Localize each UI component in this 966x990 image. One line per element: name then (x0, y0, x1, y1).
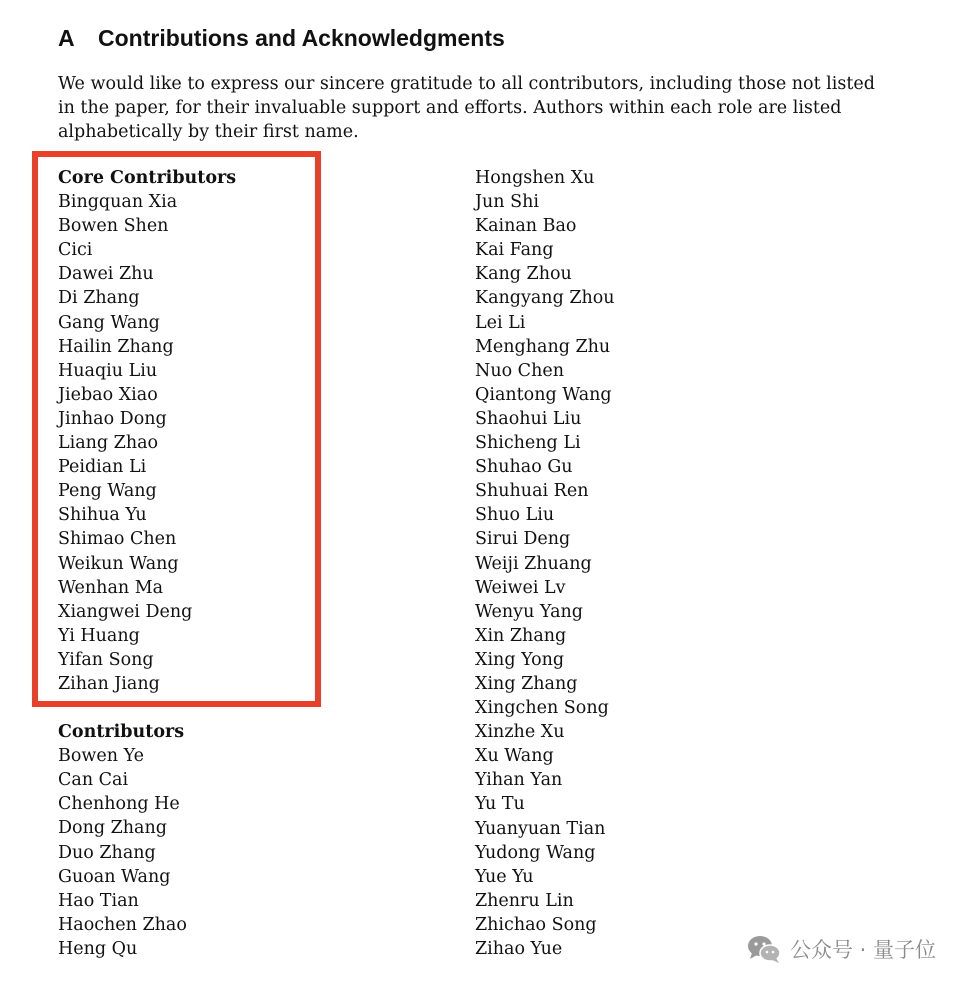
author-name: Jiebao Xiao (58, 384, 158, 405)
section-heading (58, 22, 505, 54)
author-name: Liang Zhao (58, 433, 159, 454)
watermark (746, 934, 936, 964)
author-name: Xingchen Song (475, 698, 609, 719)
right-column (475, 166, 875, 961)
author-name: Xiangwei Deng (58, 601, 193, 622)
author-name: Weikun Wang (58, 553, 179, 574)
author-name: Kainan Bao (475, 216, 577, 237)
author-name: Di Zhang (58, 288, 140, 309)
author-name: Hailin Zhang (58, 336, 174, 357)
author-name: Zhichao Song (475, 914, 597, 935)
author-name: Xing Zhang (475, 673, 578, 694)
author-name: Xin Zhang (475, 625, 567, 646)
author-name: Wenyu Yang (475, 601, 584, 622)
author-name: Chenhong He (58, 794, 180, 815)
contributors-heading: Contributors (58, 722, 185, 743)
author-name: Kai Fang (475, 240, 554, 261)
author-name: Kangyang Zhou (475, 288, 615, 309)
author-name: Haochen Zhao (58, 914, 187, 935)
author-name: Hongshen Xu (475, 168, 595, 188)
core-contributors-heading: Core Contributors (58, 168, 237, 188)
author-name: Shihua Yu (58, 505, 147, 526)
author-name: Bowen Ye (58, 746, 144, 767)
author-name: Hao Tian (58, 890, 139, 911)
author-name: Bingquan Xia (58, 192, 178, 213)
intro-paragraph: We would like to express our sincere gratitude to all contributors, including those not listed in the paper, for their invaluable support and efforts. Authors within each role are listed alphabetically by their first name. (58, 74, 875, 142)
author-name: Sirui Deng (475, 529, 571, 550)
watermark-text: 公众号 · 量子位 (789, 938, 936, 962)
author-name: Xing Yong (475, 649, 565, 670)
author-name: Bowen Shen (58, 216, 169, 237)
contributors-continued-list (475, 166, 875, 961)
author-name: Yi Huang (58, 625, 140, 646)
author-name: Shuo Liu (475, 505, 555, 526)
author-name: Dong Zhang (58, 818, 167, 839)
author-name: Yudong Wang (475, 842, 596, 863)
author-name: Duo Zhang (58, 842, 156, 863)
author-name: Kang Zhou (475, 264, 572, 285)
core-contributors-list (58, 190, 418, 696)
author-name: Yihan Yan (475, 770, 563, 791)
section-title: Contributions and Acknowledgments (98, 25, 505, 51)
author-name: Shaohui Liu (475, 408, 582, 429)
author-name: Zihan Jiang (58, 673, 160, 694)
author-name: Yue Yu (475, 866, 534, 887)
author-name: Shuhuai Ren (475, 481, 589, 502)
author-name: Lei Li (475, 312, 526, 333)
author-name: Weiji Zhuang (475, 553, 592, 574)
author-name: Zihao Yue (475, 939, 563, 959)
author-name: Menghang Zhu (475, 336, 611, 357)
author-name: Shimao Chen (58, 529, 177, 550)
author-name: Peng Wang (58, 481, 157, 502)
author-name: Dawei Zhu (58, 264, 154, 285)
author-name: Huaqiu Liu (58, 360, 158, 381)
author-name: Yifan Song (58, 649, 154, 670)
author-name: Can Cai (58, 770, 129, 791)
author-name: Xu Wang (475, 746, 554, 767)
author-name: Jun Shi (475, 192, 539, 213)
author-name: Cici (58, 240, 93, 261)
author-name: Jinhao Dong (58, 408, 167, 429)
author-name: Shicheng Li (475, 433, 581, 454)
author-name: Yu Tu (475, 794, 525, 815)
left-column (58, 166, 418, 961)
author-name: Gang Wang (58, 312, 160, 333)
author-name: Xinzhe Xu (475, 722, 565, 743)
author-name: Peidian Li (58, 457, 147, 478)
author-name: Weiwei Lv (475, 577, 566, 598)
author-name: Yuanyuan Tian (475, 818, 606, 839)
contributors-list (58, 744, 418, 961)
author-name: Qiantong Wang (475, 384, 612, 405)
author-name: Guoan Wang (58, 866, 171, 887)
section-letter: A (58, 25, 75, 51)
group-spacer (58, 696, 418, 720)
author-name: Shuhao Gu (475, 457, 573, 478)
author-name: Wenhan Ma (58, 577, 164, 598)
author-name: Nuo Chen (475, 360, 564, 381)
author-name: Zhenru Lin (475, 890, 574, 911)
author-name: Heng Qu (58, 938, 138, 959)
wechat-icon (746, 934, 782, 964)
